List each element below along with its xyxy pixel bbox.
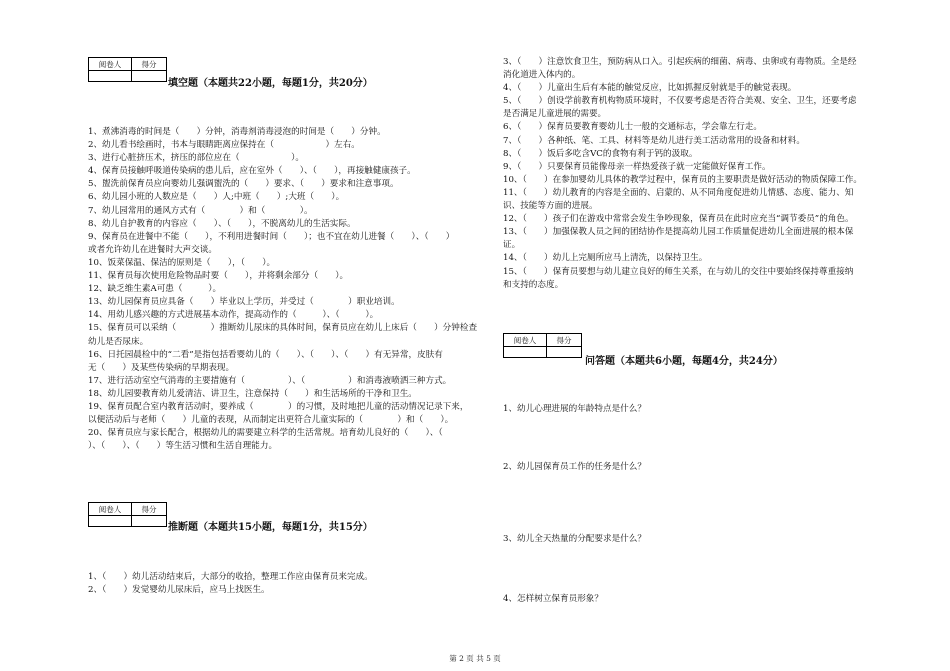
question-line: 12、（ ）孩子们在游戏中常常会发生争吵现象，保育员在此时应充当“调节委员”的角色。 [503,214,854,225]
question-line: 9、保育员在进餐中不能（ ），不利用进餐时间（ ）；也不宜在幼儿进餐（ ）、（ ） [88,231,455,242]
question-line: 5、（ ）创设学前教育机构物质环境时，不仅要考虑是否符合美观、安全、卫生，还要考虑 [503,96,857,107]
reviewer-cell [89,71,132,82]
question-line: 3、进行心脏挤压术，挤压的部位应在（ ）。 [88,153,305,164]
score-label: 得分 [132,503,167,516]
question-line: 和支持的态度。 [503,279,564,290]
question-line: 11、保育员每次使用危险物品时要（ ），并将剩余部分（ ）。 [88,271,349,282]
question-line: 6、（ ）保育员要教育婴幼儿士一般的交通标志，学会靠左行走。 [503,122,762,133]
question-line: 20、保育员应与家长配合，根据幼儿的需要建立科学的生活常规。培育幼儿良好的（ ）、（ [88,428,460,439]
question-line: 14、（ ）幼儿上完厕所应马上清洗，以保持卫生。 [503,253,708,264]
question-line: 是否满足儿童进展的需要。 [503,109,607,120]
reviewer-label: 阅卷人 [89,503,132,516]
question-line: 10、（ ）在参加婴幼儿具体的教学过程中，保育员的主要职责是做好活动的物质保障工作。 [503,174,862,185]
score-box [503,333,582,358]
qa-question: 2、幼儿园保育员工作的任务是什么？ [503,462,646,472]
question-line: 消化道进入体内的。 [503,70,581,81]
section-title-judge: 推断题（本题共15小题，每题1分，共15分） [168,522,373,533]
question-line: 4、（ ）儿童出生后有本能的触觉反应，比如抓握反射就是手的触觉表现。 [503,83,797,94]
score-box [88,502,167,527]
reviewer-cell [89,516,132,527]
question-line: 18、幼儿园要教育幼儿爱清洁、讲卫生，注意保持（ ）和生活场所的干净和卫生。 [88,388,417,399]
question-line: 13、幼儿园保育员应具备（ ）毕业以上学历，并受过（ ）职业培训。 [88,297,400,308]
question-line: 或者允许幼儿在进餐时大声交谈。 [88,244,217,255]
score-cell [132,516,167,527]
score-cell [132,71,167,82]
score-box [88,57,167,82]
question-line: 12、缺乏维生素A可患（ ）。 [88,284,222,295]
question-line: 14、用幼儿感兴趣的方式进展基本动作，提高动作的（ ）、（ ）。 [88,310,379,321]
question-line: 3、（ ）注意饮食卫生，预防病从口入。引起疾病的细菌、病毒、虫卵或有毒物质。全是经 [503,57,857,67]
question-line: 1、煮沸消毒的时间是（ ）分钟，消毒剂消毒浸泡的时间是（ ）分钟。 [88,127,386,137]
reviewer-label: 阅卷人 [89,58,132,71]
score-label: 得分 [547,334,582,347]
question-line: 以便活动后与老师（ ）儿童的表现，从而制定出更符合儿童实际的（ ）和（ ）。 [88,415,454,426]
question-line: 11、（ ）幼儿教育的内容是全面的、启蒙的、从不同角度促进幼儿情感、态度、能力、知 [503,187,854,198]
question-line: 无（ ）及某些传染病的早期表现。 [88,362,235,373]
question-line: 5、盥洗前保育员应向婴幼儿强调盥洗的（ ）要求、（ ）要求和注意事项。 [88,179,399,190]
question-line: 10、饭菜保温、保洁的原则是（ ），（ ）。 [88,257,276,268]
question-line: 17、进行活动室空气消毒的主要措施有（ ）、（ ）和消毒液喷洒三种方式。 [88,375,452,386]
question-line: 7、（ ）各种纸、笔、工具、材料等是幼儿进行美工活动常用的设备和材料。 [503,135,805,146]
judge-questions-right [503,56,923,292]
section-title-fill: 填空题（本题共22小题，每题1分，共20分） [168,78,373,89]
question-line: 4、保育员接触呼吸道传染病的患儿后，应在室外（ ）、（ ），再接触健康孩子。 [88,166,416,177]
reviewer-cell [504,347,547,358]
page-footer: 第 2 页 共 5 页 [449,654,501,663]
question-line: 8、（ ）饭后多吃含VC的食物有利于钙的汲取。 [503,148,698,159]
section-title-qa: 问答题（本题共6小题，每题4分，共24分） [585,356,783,367]
question-line: 1、（ ）幼儿活动结束后，大部分的收拾，整理工作应由保育员来完成。 [88,572,373,582]
question-line: 8、幼儿自护教育的内容应（ ）、（ ），不脱离幼儿的生活实际。 [88,218,356,229]
question-line: 7、幼儿园常用的通风方式有（ ）和（ ）。 [88,205,313,216]
score-cell [547,347,582,358]
question-line: 15、保育员可以采纳（ ）推断幼儿尿床的具体时间，保育员应在幼儿上床后（ ）分钟检查 [88,323,478,334]
score-label: 得分 [132,58,167,71]
question-line: 6、幼儿园小班的人数应是（ ）人;中班（ ）;大班（ ）。 [88,192,345,203]
question-line: 13、（ ）加强保教人员之间的团结协作是提高幼儿园工作质量促进幼儿全面进展的根本保 [503,227,854,238]
question-line: 2、（ ）发觉婴幼儿尿床后，应马上找医生。 [88,585,270,596]
qa-question: 3、幼儿全天热量的分配要求是什么？ [503,534,646,544]
question-line: 证。 [503,240,521,251]
fill-questions [88,126,488,453]
question-line: 2、幼儿看书绘画时，书本与眼睛距离应保持在（ ）左右。 [88,140,360,151]
question-line: 16、日托园晨检中的“二看”是指包括看婴幼儿的（ ）、（ ）、（ ）有无异常，皮肤有 [88,349,443,360]
qa-question: 1、幼儿心理进展的年龄特点是什么？ [503,404,646,414]
reviewer-label: 阅卷人 [504,334,547,347]
question-line: ）、（ ）、（ ）等生活习惯和生活自理能力。 [88,441,278,452]
question-line: 幼儿是否尿床。 [88,336,149,347]
question-line: 15、（ ）保育员要想与幼儿建立良好的师生关系，在与幼儿的交往中要始终保持尊重接纳 [503,266,854,277]
question-line: 识、技能等方面的进展。 [503,201,598,212]
question-line: 9、（ ）只要保育员能像母亲一样热爱孩子就一定能做好保育工作。 [503,161,771,172]
qa-question: 4、怎样树立保育员形象？ [503,594,603,604]
judge-questions-left [88,571,488,597]
question-line: 19、保育员配合室内教育活动时，要养成（ ）的习惯，及时地把儿童的活动情况记录下来， [88,401,469,412]
